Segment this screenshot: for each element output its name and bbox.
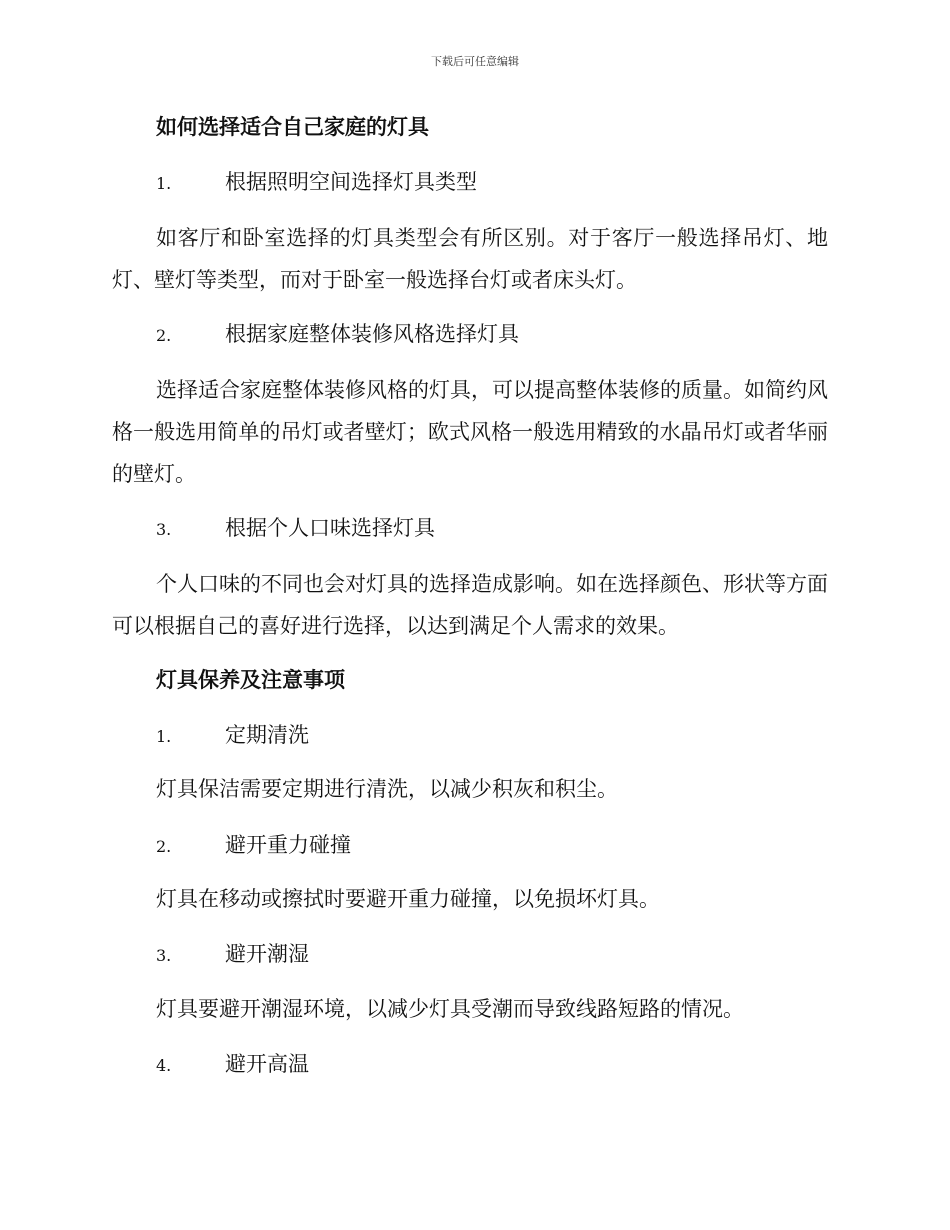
paragraph: 如客厅和卧室选择的灯具类型会有所区别。对于客厅一般选择吊灯、地灯、壁灯等类型，而对于卧室一般选择台灯或者床头灯。 — [112, 226, 828, 292]
list-item-number: 4. — [156, 1056, 172, 1075]
list-item-title: 根据照明空间选择灯具类型 — [225, 170, 477, 194]
list-item-number: 2. — [156, 837, 172, 856]
list-item-title: 根据家庭整体装修风格选择灯具 — [225, 322, 519, 346]
list-item-number: 3. — [156, 520, 172, 539]
page-header: 下载后可任意编辑 — [431, 55, 519, 68]
section-heading: 如何选择适合自己家庭的灯具 — [156, 114, 429, 139]
paragraph: 选择适合家庭整体装修风格的灯具，可以提高整体装修的质量。如简约风格一般选用简单的吊灯或者壁灯；欧式风格一般选用精致的水晶吊灯或者华丽的壁灯。 — [112, 378, 828, 486]
list-item-title: 避开重力碰撞 — [225, 833, 351, 857]
list-item-title: 避开高温 — [225, 1052, 309, 1076]
list-item-heading — [156, 514, 435, 544]
list-item-title: 避开潮湿 — [225, 942, 309, 966]
list-item-number: 2. — [156, 326, 172, 345]
list-item-title: 根据个人口味选择灯具 — [225, 516, 435, 540]
paragraph: 灯具要避开潮湿环境，以减少灯具受潮而导致线路短路的情况。 — [156, 997, 744, 1021]
list-item-heading — [156, 940, 309, 970]
list-item-heading — [156, 721, 309, 751]
list-item-title: 定期清洗 — [225, 723, 309, 747]
paragraph: 灯具保洁需要定期进行清洗，以减少积灰和积尘。 — [156, 777, 618, 801]
section-heading: 灯具保养及注意事项 — [156, 667, 345, 692]
paragraph: 灯具在移动或擦拭时要避开重力碰撞，以免损坏灯具。 — [156, 887, 660, 911]
list-item-number: 1. — [156, 174, 172, 193]
list-item-number: 1. — [156, 727, 172, 746]
paragraph: 个人口味的不同也会对灯具的选择造成影响。如在选择颜色、形状等方面可以根据自己的喜好进行选择，以达到满足个人需求的效果。 — [112, 572, 828, 638]
list-item-heading — [156, 1050, 309, 1080]
list-item-heading — [156, 831, 351, 861]
list-item-heading — [156, 320, 519, 350]
list-item-number: 3. — [156, 946, 172, 965]
list-item-heading — [156, 168, 477, 198]
